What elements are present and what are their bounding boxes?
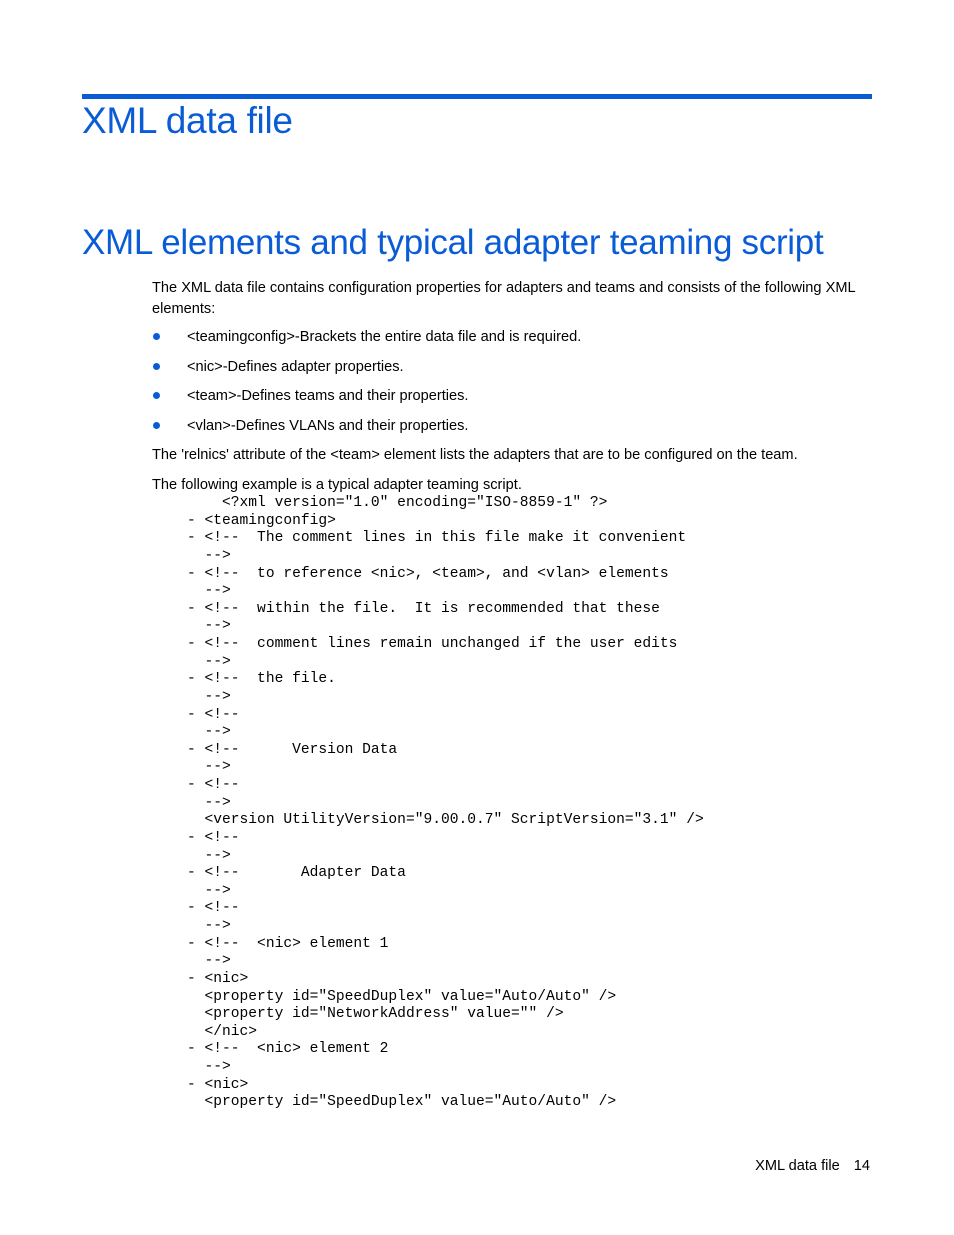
code-line: --> — [187, 1059, 231, 1075]
code-line: - <!-- Adapter Data — [187, 865, 406, 882]
code-line: <property id="SpeedDuplex" value="Auto/Auto" /> — [187, 988, 617, 1005]
code-line: --> — [187, 724, 231, 741]
code-line: - <nic> — [187, 970, 249, 987]
code-line: --> — [187, 759, 231, 776]
relnics-paragraph: The 'relnics' attribute of the <team> element lists the adapters that are to be configured on the team. — [152, 447, 798, 463]
code-line: <?xml version="1.0" encoding="ISO-8859-1" ?> — [187, 495, 608, 511]
code-line: - <teamingconfig> — [187, 512, 336, 529]
bullet-icon — [153, 333, 160, 340]
code-line: - <!-- comment lines remain unchanged if the user edits — [187, 636, 678, 652]
intro-paragraph: The XML data file contains configuration properties for adapters and teams and consists of the following XML elements: — [152, 280, 856, 317]
code-line: <property id="SpeedDuplex" value="Auto/Auto" /> — [187, 1094, 617, 1111]
list-item-text: <team>-Defines teams and their properties. — [187, 388, 469, 404]
code-line: --> — [187, 847, 231, 864]
bullet-icon — [153, 422, 160, 429]
list-item — [152, 386, 862, 416]
list-item-text: <teamingconfig>-Brackets the entire data file and is required. — [187, 329, 582, 345]
example-intro: The following example is a typical adapter teaming script. — [152, 476, 522, 493]
list-item — [152, 416, 862, 446]
code-line: --> — [187, 618, 231, 635]
code-line: </nic> — [187, 1023, 258, 1040]
code-line: - <!-- <nic> element 1 — [187, 935, 389, 952]
code-line: --> — [187, 653, 231, 670]
list-item — [152, 327, 862, 357]
code-line: <property id="NetworkAddress" value="" /> — [187, 1006, 564, 1023]
code-line: --> — [187, 583, 231, 600]
code-line: - <!-- to reference <nic>, <team>, and <vlan> elements — [187, 565, 669, 582]
page-footer — [755, 1158, 870, 1174]
code-line: <version UtilityVersion="9.00.0.7" ScriptVersion="3.1" /> — [187, 812, 704, 829]
code-line: --> — [187, 688, 231, 705]
code-line: --> — [187, 794, 231, 811]
list-item-text: <vlan>-Defines VLANs and their properties. — [187, 417, 469, 434]
code-line: - <!-- — [187, 829, 240, 846]
code-line: --> — [187, 953, 231, 970]
code-line: - <!-- the file. — [187, 671, 336, 688]
code-line: - <!-- — [187, 706, 240, 723]
body-text — [152, 278, 862, 495]
xml-code-block — [187, 495, 704, 1112]
code-line: - <!-- within the file. It is recommended that these — [187, 600, 660, 617]
bullet-icon — [153, 392, 160, 399]
list-item — [152, 357, 862, 387]
page-number: 14 — [853, 1158, 870, 1174]
list-item-text: <nic>-Defines adapter properties. — [187, 358, 404, 375]
bullet-icon — [153, 363, 160, 370]
code-line: - <!-- Version Data — [187, 741, 398, 758]
code-line: --> — [187, 547, 231, 564]
section-title: XML elements and typical adapter teaming script — [82, 223, 824, 262]
chapter-title: XML data file — [82, 100, 293, 141]
code-line: - <!-- The comment lines in this file make it convenient — [187, 530, 687, 547]
footer-section-title: XML data file — [755, 1158, 840, 1174]
code-line: --> — [187, 882, 231, 899]
code-line: - <!-- — [187, 900, 240, 917]
code-line: - <nic> — [187, 1076, 249, 1093]
element-list — [152, 327, 862, 445]
code-line: - <!-- — [187, 777, 240, 793]
chapter-rule — [82, 94, 872, 99]
code-line: - <!-- <nic> element 2 — [187, 1041, 389, 1058]
code-line: --> — [187, 918, 231, 934]
